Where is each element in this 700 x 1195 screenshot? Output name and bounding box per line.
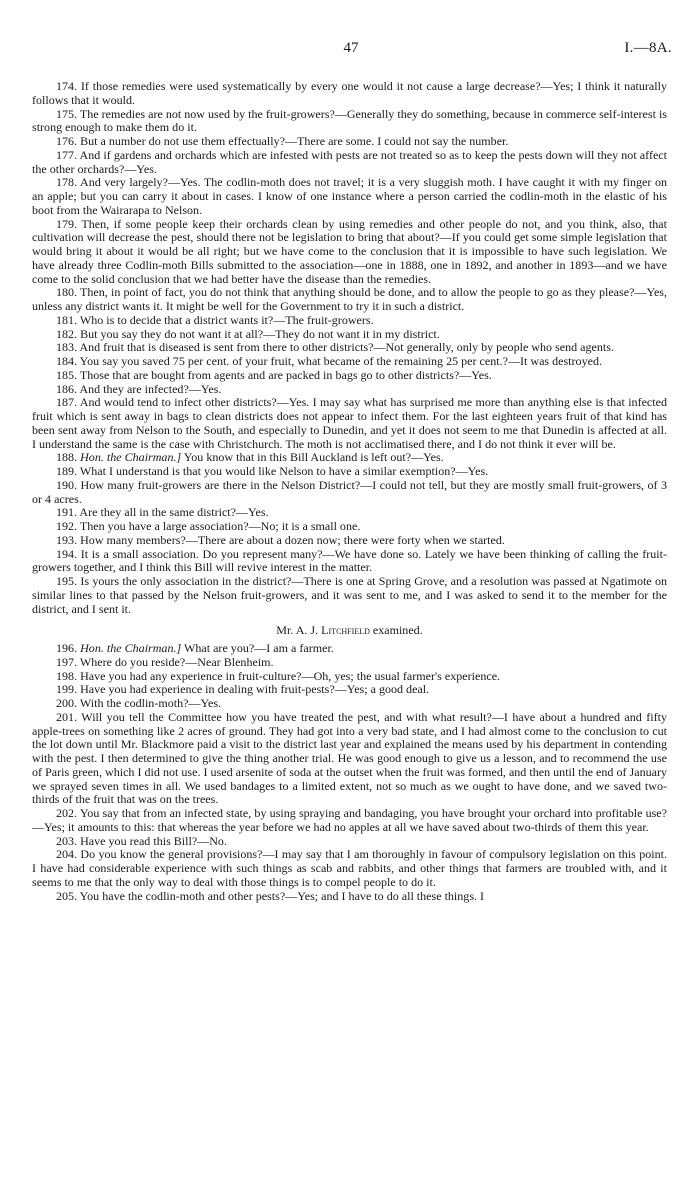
question-number: 196. [56, 641, 78, 655]
paragraph: 193. How many members?—There are about a dozen now; there were forty when we started. [56, 532, 505, 547]
paragraph: 197. Where do you reside?—Near Blenheim. [56, 654, 274, 669]
paragraph: 177. And if gardens and orchards which are infested with pests are not treated so as to keep the pests down will they not affect the other orchards?—Yes. [32, 147, 667, 176]
speaker: Hon. the Chairman.] [80, 450, 182, 465]
paragraph: 195. Is yours the only association in the district?—There is one at Spring Grove, and a resolution was passed at Ngatimote on similar lines to that passed by the Nelson fruit-growers, and it was sent to me, and I was asked to send it to the member for the district, and I sent it. [32, 574, 667, 616]
question-text: You know that in this Bill Auckland is left out?—Yes. [183, 450, 444, 465]
paragraph: 204. Do you know the general provisions?—I may say that I am thoroughly in favour of compulsory legislation on this point. I have had considerable experience with such things as scab and rabbits, and other things that farmers are troubled with, and it seems to me that the only way to deal with those things is to compel people to do it. [32, 847, 667, 889]
paragraph: 192. Then you have a large association?—No; it is a small one. [56, 519, 361, 533]
paragraph: 203. Have you read this Bill?—No. [56, 833, 227, 848]
paragraph: 178. And very largely?—Yes. The codlin-moth does not travel; it is a very sluggish moth. I have caught it with my finger on an apple; but you can carry it about in cases. I know of one instance where a person carried the codlin-moth in the elastic of his boot from the Wairarapa to Nelson. [32, 175, 667, 217]
paragraph: 191. Are they all in the same district?—Yes. [56, 505, 269, 520]
paragraph: 184. You say you saved 75 per cent. of your fruit, what became of the remaining 25 per cent.?—It was destroyed. [56, 354, 602, 368]
paragraph: 200. With the codlin-moth?—Yes. [56, 696, 222, 710]
paragraph: 187. And would tend to infect other districts?—Yes. I may say what has surprised me more than anything else is that infected fruit which is sent away in bags to clean districts does not appear to infect them. For the last eighteen years fruit of that kind has been sent away from Nelson to the South, and especially to Dunedin, and yet it does not seem to me that Dunedin is affected at all. I understand the same is the case with Christchurch. The moth is not acclimatised there, and I do not think it ever will be. [32, 395, 667, 451]
document-reference: I.—8A. [624, 40, 672, 56]
paragraph: 176. But a number do not use them effectually?—There are some. I could not say the number. [56, 134, 509, 148]
paragraph: 186. And they are infected?—Yes. [56, 381, 222, 396]
heading-suffix: examined. [372, 623, 423, 638]
paragraph: 189. What I understand is that you would like Nelson to have a similar exemption?—Yes. [56, 464, 489, 478]
witness-name: Litchfield [321, 623, 370, 638]
paragraph: 181. Who is to decide that a district wants it?—The fruit-growers. [56, 312, 374, 327]
paragraph: 202. You say that from an infected state, by using spraying and bandaging, you have brought your orchard into profitable use?—Yes; it amounts to this: that whereas the year before we had no apples at all we have saved about two-thirds of them this year. [32, 806, 667, 834]
paragraph: 180. Then, in point of fact, you do not think that anything should be done, and to allow the people to go as they please?—Yes, unless any district wants it. It might be well for the Government to try it in such a district. [32, 285, 667, 313]
paragraph: 201. Will you tell the Committee how you have treated the pest, and with what result?—I have about a hundred and fifty apple-trees on something like 2 acres of ground. They had got into a very bad state, and I had almost come to the conclusion to cut the lot down until Mr. Blackmore paid a visit to the district last year and explained the means used by his department in contending with the pest. I then determined to give the thing another trial. He was good enough to give us a lesson, and to recommend the use of Paris green, which I did not use. I used arsenite of soda at the outset when the fruit was formed, and then until the end of January we sprayed seven times in all. We used bandages to a limited extent, not so much as we ought to have done, and we saved two-thirds of the fruit that was on the trees. [32, 709, 667, 807]
paragraph-196 [32, 642, 667, 656]
paragraph: 182. But you say they do not want it at all?—They do not want it in my district. [56, 326, 440, 341]
paragraph: 198. Have you had any experience in fruit-culture?—Oh, yes; the usual farmer's experience. [56, 668, 501, 683]
paragraph: 185. Those that are bought from agents and are packed in bags go to other districts?—Yes. [56, 367, 492, 382]
heading-prefix: Mr. A. J. [276, 623, 319, 638]
paragraph: 174. If those remedies were used systematically by every one would it not cause a large decrease?—Yes; I think it naturally follows that it would. [32, 79, 667, 107]
page-number: 47 [343, 40, 359, 56]
witness-heading [32, 624, 667, 638]
paragraph: 179. Then, if some people keep their orchards clean by using remedies and other people do not, and you think, also, that cultivation will decrease the pest, should there not be legislation to bring that about?—If you could get some simple legislation that would bring it about it would be all right; but we have come to the conclusion that it is impossible to have such legislation. We have already three Codlin-moth Bills submitted to the association—one in 1888, one in 1892, and another in 1893—and we have come to the solid conclusion that we had better have the disease than the remedies. [32, 216, 667, 286]
paragraph: 194. It is a small association. Do you represent many?—We have done so. Lately we have been thinking of calling the fruit-growers together, and I think this Bill will revive interest in the matter. [32, 546, 667, 575]
document-body [32, 80, 667, 903]
paragraph: 199. Have you had experience in dealing with fruit-pests?—Yes; a good deal. [56, 682, 430, 697]
paragraph-188 [32, 451, 667, 465]
paragraph: 205. You have the codlin-moth and other pests?—Yes; and I have to do all these things. I [56, 888, 485, 903]
question-text: What are you?—I am a farmer. [183, 641, 334, 655]
paragraph: 190. How many fruit-growers are there in the Nelson District?—I could not tell, but they are mostly small fruit-growers, of 3 or 4 acres. [32, 477, 667, 506]
page-header [30, 40, 672, 60]
speaker: Hon. the Chairman.] [80, 641, 182, 655]
question-number: 188. [56, 450, 78, 465]
paragraph: 183. And fruit that is diseased is sent from there to other districts?—Not generally, only by people who send agents. [56, 340, 614, 355]
paragraph: 175. The remedies are not now used by the fruit-growers?—Generally they do something, because in commerce self-interest is strong enough to make them do it. [32, 106, 667, 135]
